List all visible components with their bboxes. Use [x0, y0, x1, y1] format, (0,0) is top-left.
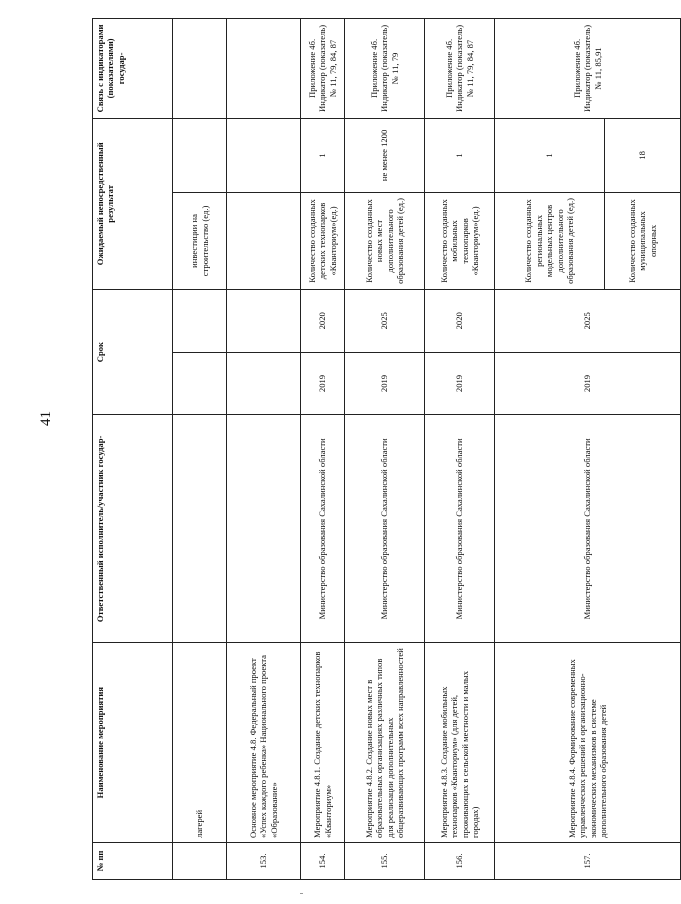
result-value: 1 — [301, 118, 345, 192]
row-number: 153. — [227, 842, 301, 879]
header-term: Срок — [93, 289, 173, 414]
indicator-link — [173, 19, 227, 119]
executor — [227, 415, 301, 643]
executor: Министерство образования Сахалинской области — [425, 415, 495, 643]
table-row — [345, 19, 425, 880]
end-year: 2020 — [425, 289, 495, 352]
start-year: 2019 — [495, 352, 681, 415]
result-text: Количество созданных региональных модельных центров дополнительного образования детей (ед.) — [495, 192, 605, 289]
executor — [173, 415, 227, 643]
start-year: 2019 — [345, 352, 425, 415]
header-row — [93, 19, 173, 880]
result-text: Количество созданных мобильных технопарков «Кванториум»(ед.) — [425, 192, 495, 289]
row-number: 156. — [425, 842, 495, 879]
executor: Министерство образования Сахалинской области — [345, 415, 425, 643]
indicator-link: Приложение 4б. Индикатор (показатель) № 11, 79 — [345, 19, 425, 119]
start-year — [227, 352, 301, 415]
table-row — [227, 19, 301, 880]
header-number: № пп — [93, 842, 173, 879]
header-result: Ожидаемый непосредственный результат — [93, 118, 173, 289]
executor: Министерство образования Сахалинской области — [495, 415, 681, 643]
result-value: 18 — [605, 118, 681, 192]
row-number: 154. — [301, 842, 345, 879]
end-year: 2025 — [495, 289, 681, 352]
activity-name: Мероприятие 4.8.3. Создание мобильных технопарков «Кванториум» (для детей, проживающих в сельской местности и малых городах) — [425, 643, 495, 843]
start-year: 2019 — [301, 352, 345, 415]
row-number: 155. — [345, 842, 425, 879]
row-number — [173, 842, 227, 879]
start-year: 2019 — [425, 352, 495, 415]
result-value — [227, 118, 301, 192]
result-text — [227, 192, 301, 289]
result-value — [173, 118, 227, 192]
page-number: 41 — [38, 411, 54, 426]
start-year — [173, 352, 227, 415]
result-text: Количество созданных новых мест дополнительного образования детей (ед.) — [345, 192, 425, 289]
end-year: 2025 — [345, 289, 425, 352]
activity-name: Основное мероприятие 4.8. Федеральный проект «Успех каждого ребенка» Национального проекта «Образование» — [227, 643, 301, 843]
activities-table — [92, 18, 681, 880]
result-text: Количество созданных муниципальных опорных — [605, 192, 681, 289]
activity-name: Мероприятие 4.8.4. Формирование современных управленческих решений и организационно-экономических механизмов в системе дополнительного образования детей — [495, 643, 681, 843]
table-row — [301, 19, 345, 880]
result-text: Количество созданных детских технопарков «Кванториум»(ед.) — [301, 192, 345, 289]
result-value: 1 — [495, 118, 605, 192]
header-executor: Ответственный исполнитель/участник государ- — [93, 415, 173, 643]
table-row — [425, 19, 495, 880]
result-value: не менее 1200 — [345, 118, 425, 192]
end-year: 2020 — [301, 289, 345, 352]
end-year — [227, 289, 301, 352]
scan-artifact — [300, 893, 303, 894]
indicator-link: Приложение 4б. Индикатор (показатель) № 11, 79, 84, 87 — [301, 19, 345, 119]
header-name: Наименование мероприятия — [93, 643, 173, 843]
indicator-link — [227, 19, 301, 119]
result-text: инвестиции на строительство (ед.) — [173, 192, 227, 289]
header-link: Связь с индикаторами (показателями) государ- — [93, 19, 173, 119]
indicator-link: Приложение 4б. Индикатор (показатель) № 11, 79, 84, 87 — [425, 19, 495, 119]
table-row — [173, 19, 227, 880]
result-value: 1 — [425, 118, 495, 192]
row-number: 157. — [495, 842, 681, 879]
end-year — [173, 289, 227, 352]
activity-name: лагерей — [173, 643, 227, 843]
activity-name: Мероприятие 4.8.2. Создание новых мест в образовательных организациях различных типов для реализации дополнительных общеразвивающих программ всех направленностей — [345, 643, 425, 843]
table-wrapper — [92, 18, 658, 880]
activity-name: Мероприятие 4.8.1. Создание детских технопарков «Кванториум» — [301, 643, 345, 843]
executor: Министерство образования Сахалинской области — [301, 415, 345, 643]
indicator-link: Приложение 4б. Индикатор (показатель) № 11, 85,91 — [495, 19, 681, 119]
table-row — [495, 19, 605, 880]
